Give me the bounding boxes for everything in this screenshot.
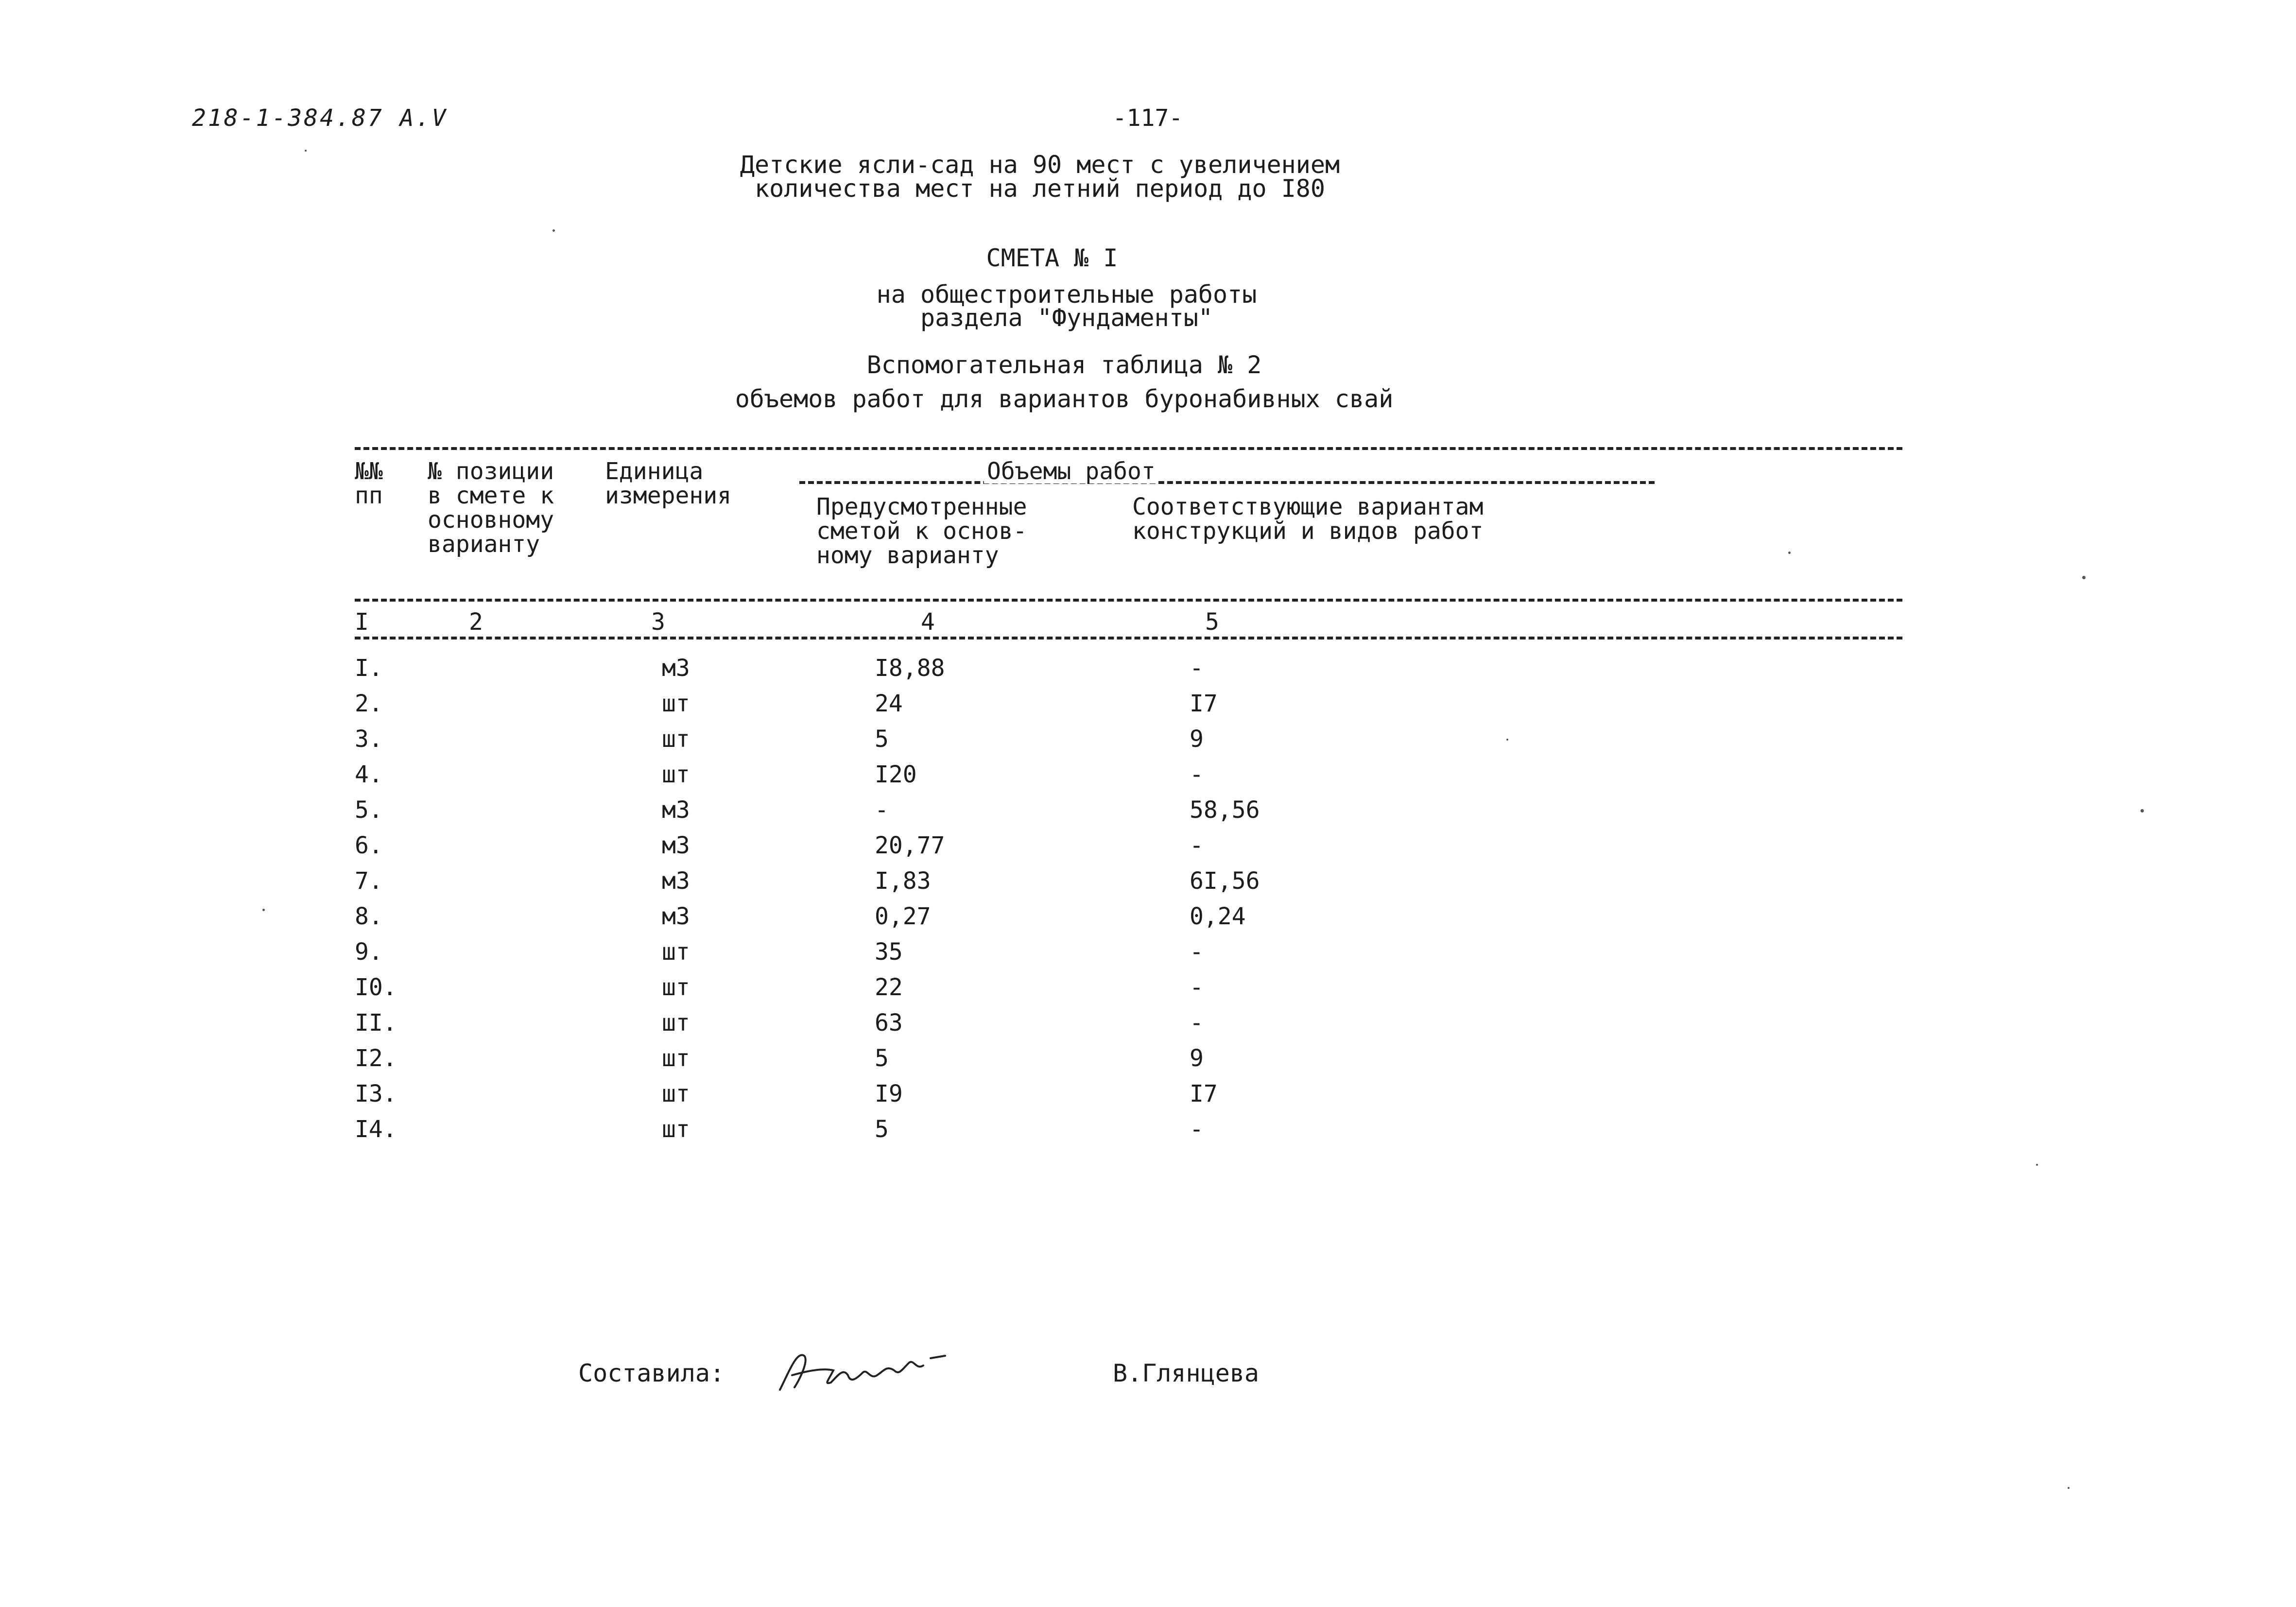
- row-volume-main: I9: [875, 1080, 903, 1107]
- column-number-4: 4: [921, 608, 935, 636]
- column-numbers-bottom-rule: [355, 637, 1902, 639]
- row-number: 3.: [355, 726, 383, 753]
- scan-speck: [1788, 552, 1791, 554]
- scan-speck: [1506, 739, 1508, 741]
- row-number: 8.: [355, 903, 383, 930]
- group-header-rule: [799, 481, 1655, 484]
- row-unit: шт: [662, 761, 690, 788]
- document-code: 218-1-384.87 A.V: [192, 104, 448, 132]
- row-unit: шт: [662, 690, 690, 717]
- row-number: I2.: [355, 1045, 397, 1072]
- row-volume-main: 0,27: [875, 903, 931, 930]
- row-volume-main: 22: [875, 974, 903, 1001]
- header-group-volumes: Объемы работ: [984, 459, 1158, 484]
- header-col5-line2: конструкций и видов работ: [1132, 518, 1484, 545]
- row-unit: шт: [662, 1116, 690, 1143]
- row-volume-main: -: [875, 796, 889, 824]
- row-number: I.: [355, 655, 383, 682]
- row-volume-main: I,83: [875, 867, 931, 895]
- estimate-title: СМЕТА № I: [986, 244, 1118, 272]
- header-col2-line1: № позиции: [428, 458, 554, 485]
- header-col2-line3: основному: [428, 506, 554, 534]
- row-volume-alternative: -: [1190, 761, 1204, 788]
- row-number: 6.: [355, 832, 383, 859]
- row-volume-alternative: 9: [1190, 726, 1204, 753]
- row-unit: шт: [662, 1045, 690, 1072]
- scan-speck: [2141, 809, 2144, 812]
- header-col4-line2: сметой к основ-: [816, 518, 1027, 545]
- table-title: Вспомогательная таблица № 2: [866, 351, 1262, 379]
- row-volume-main: I20: [875, 761, 917, 788]
- row-unit: м3: [662, 655, 690, 682]
- row-unit: шт: [662, 938, 690, 966]
- row-volume-alternative: -: [1190, 1116, 1204, 1143]
- row-volume-main: 5: [875, 1116, 889, 1143]
- table-subtitle: объемов работ для вариантов буронабивных свай: [735, 385, 1394, 413]
- column-number-1: I: [355, 608, 369, 636]
- header-col4-line3: ному варианту: [816, 542, 999, 569]
- row-unit: шт: [662, 726, 690, 753]
- column-number-5: 5: [1205, 608, 1219, 636]
- row-volume-alternative: -: [1190, 655, 1204, 682]
- scan-speck: [2068, 1487, 2070, 1489]
- row-volume-alternative: -: [1190, 938, 1204, 966]
- header-col2-line2: в смете к: [428, 482, 554, 509]
- row-volume-main: 63: [875, 1009, 903, 1037]
- header-col5-line1: Соответствующие вариантам: [1132, 493, 1484, 520]
- row-number: I0.: [355, 974, 397, 1001]
- scan-speck: [2082, 576, 2086, 579]
- row-volume-main: 24: [875, 690, 903, 717]
- row-volume-main: 35: [875, 938, 903, 966]
- row-number: 7.: [355, 867, 383, 895]
- row-volume-alternative: -: [1190, 1009, 1204, 1037]
- row-unit: м3: [662, 832, 690, 859]
- row-unit: шт: [662, 1009, 690, 1037]
- signature: [770, 1341, 965, 1400]
- row-number: I3.: [355, 1080, 397, 1107]
- header-col3-line2: измерения: [605, 482, 732, 509]
- header-col4-line1: Предусмотренные: [816, 493, 1027, 520]
- row-unit: шт: [662, 974, 690, 1001]
- row-volume-main: 5: [875, 726, 889, 753]
- page-number: -117-: [1112, 104, 1183, 132]
- estimate-subtitle-2: раздела "Фундаменты": [920, 304, 1213, 332]
- row-volume-alternative: 9: [1190, 1045, 1204, 1072]
- column-numbers-top-rule: [355, 599, 1902, 602]
- table-top-rule: [355, 447, 1902, 450]
- row-unit: шт: [662, 1080, 690, 1107]
- row-unit: м3: [662, 867, 690, 895]
- row-volume-main: 5: [875, 1045, 889, 1072]
- header-col1-line2: пп: [355, 482, 383, 509]
- compiled-by-label: Составила:: [578, 1359, 725, 1387]
- title-line-1: Детские ясли-сад на 90 мест с увеличением: [740, 151, 1340, 179]
- row-number: II.: [355, 1009, 397, 1037]
- row-number: 5.: [355, 796, 383, 824]
- row-number: I4.: [355, 1116, 397, 1143]
- row-volume-alternative: -: [1190, 974, 1204, 1001]
- row-volume-alternative: 6I,56: [1190, 867, 1260, 895]
- row-volume-main: I8,88: [875, 655, 945, 682]
- row-unit: м3: [662, 903, 690, 930]
- estimate-subtitle-1: на общестроительные работы: [876, 280, 1257, 309]
- scan-speck: [552, 229, 555, 232]
- column-number-2: 2: [469, 608, 483, 636]
- row-volume-alternative: -: [1190, 832, 1204, 859]
- row-number: 4.: [355, 761, 383, 788]
- row-volume-alternative: 0,24: [1190, 903, 1246, 930]
- row-unit: м3: [662, 796, 690, 824]
- scan-speck: [305, 150, 307, 152]
- title-line-2: количества мест на летний период до I80: [755, 174, 1325, 203]
- compiler-name: В.Глянцева: [1113, 1359, 1260, 1387]
- header-col3-line1: Единица: [605, 458, 704, 485]
- header-col1-line1: №№: [355, 458, 383, 485]
- scan-speck: [2036, 1164, 2038, 1166]
- row-volume-alternative: 58,56: [1190, 796, 1260, 824]
- row-volume-alternative: I7: [1190, 1080, 1218, 1107]
- row-number: 2.: [355, 690, 383, 717]
- scan-speck: [262, 909, 265, 911]
- column-number-3: 3: [651, 608, 665, 636]
- header-col2-line4: варианту: [428, 531, 540, 558]
- row-volume-alternative: I7: [1190, 690, 1218, 717]
- row-number: 9.: [355, 938, 383, 966]
- row-volume-main: 20,77: [875, 832, 945, 859]
